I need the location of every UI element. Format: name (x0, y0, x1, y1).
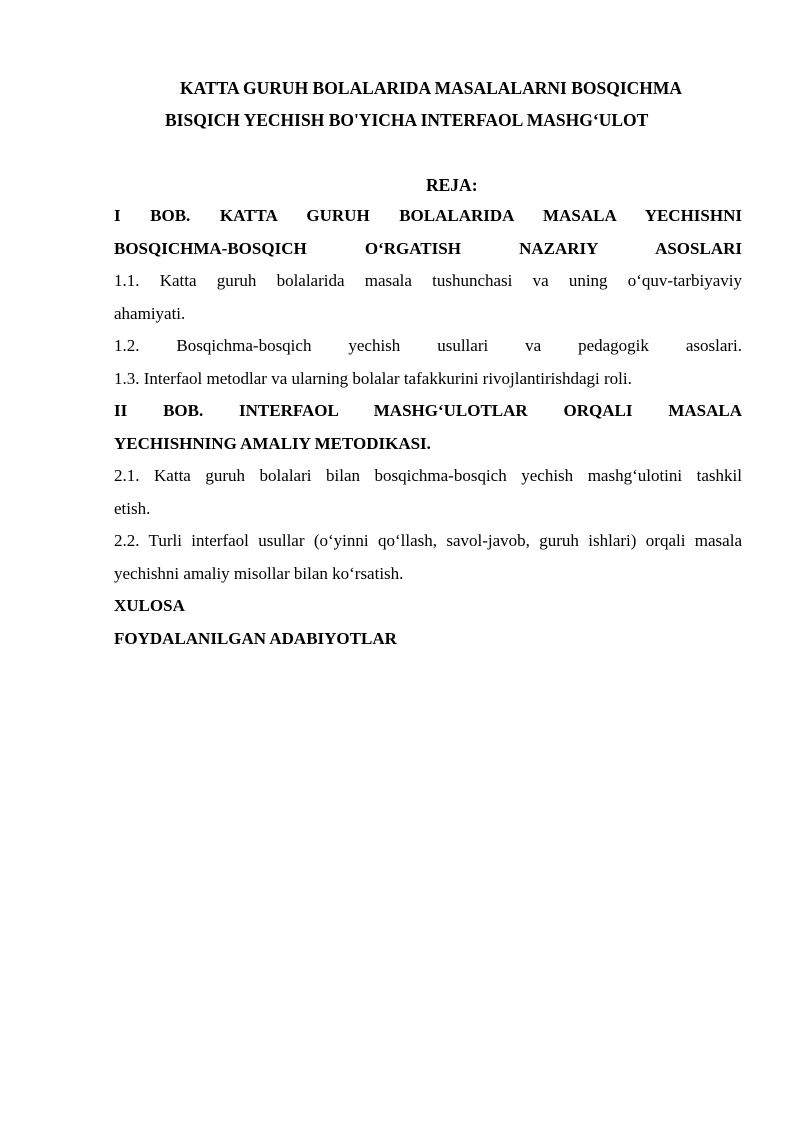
chapter-1-heading-line-2: BOSQICHMA-BOSQICH O‘RGATISH NAZARIY ASOSLARI (114, 238, 742, 258)
conclusion-heading: XULOSA (114, 596, 185, 615)
section-2-2-line-2: yechishni amaliy misollar bilan ko‘rsatish. (114, 563, 404, 583)
section-1-2: 1.2. Bosqichma-bosqich yechish usullari va pedagogik asoslari. (114, 336, 742, 355)
table-of-contents (114, 200, 742, 655)
section-2-2-line-1: 2.2. Turli interfaol usullar (o‘yinni qo‘llash, savol-javob, guruh ishlari) orqali masala (114, 531, 742, 550)
chapter-2-heading-line-2: YECHISHNING AMALIY METODIKASI. (114, 433, 431, 453)
section-1-3: 1.3. Interfaol metodlar va ularning bolalar tafakkurini rivojlantirishdagi roli. (114, 368, 632, 388)
section-2-1-line-2: etish. (114, 498, 151, 518)
section-1-1-line-1: 1.1. Katta guruh bolalarida masala tushunchasi va uning o‘quv-tarbiyaviy (114, 271, 742, 290)
section-1-1-line-2: ahamiyati. (114, 303, 186, 323)
chapter-1-heading-line-1: I BOB. KATTA GURUH BOLALARIDA MASALA YECHISHNI (114, 206, 742, 225)
document-title-line-2: BISQICH YECHISH BO'YICHA INTERFAOL MASHG‘ULOT (165, 110, 649, 130)
chapter-2-heading-line-1: II BOB. INTERFAOL MASHG‘ULOTLAR ORQALI MASALA (114, 401, 742, 420)
references-heading: FOYDALANILGAN ADABIYOTLAR (114, 628, 397, 648)
document-title-line-1: KATTA GURUH BOLALARIDA MASALALARNI BOSQICHMA (180, 78, 683, 98)
section-2-1-line-1: 2.1. Katta guruh bolalari bilan bosqichma-bosqich yechish mashg‘ulotini tashkil (114, 466, 742, 485)
plan-heading: REJA: (426, 175, 478, 195)
